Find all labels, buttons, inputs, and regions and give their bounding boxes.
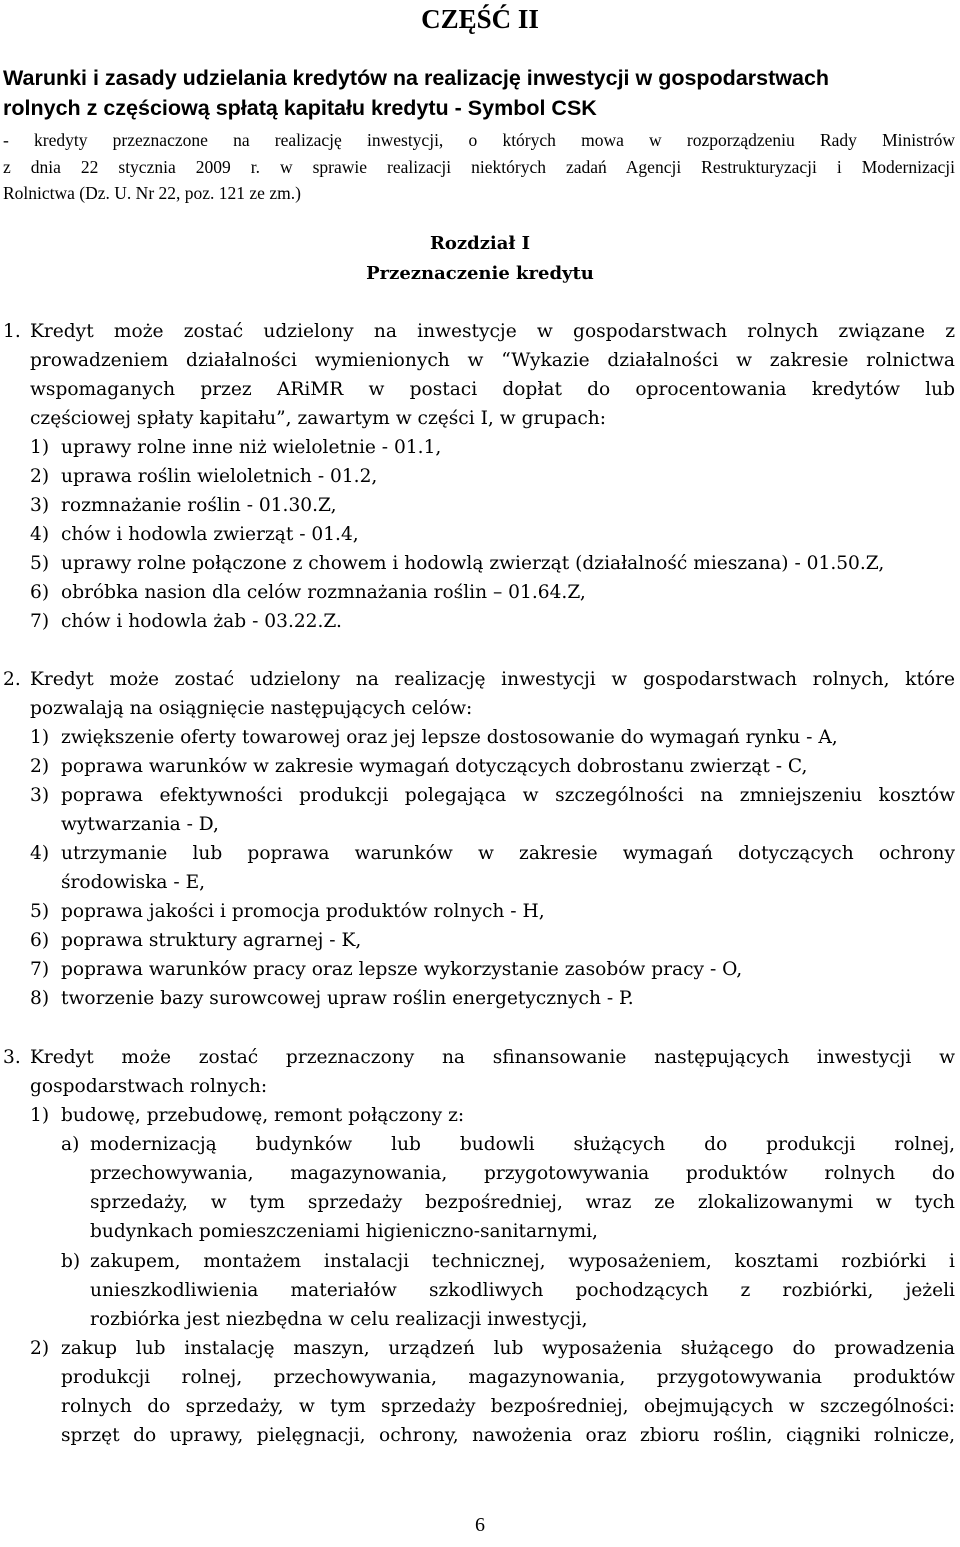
list-number: 8) xyxy=(30,988,50,1009)
list-item: rozmnażanie roślin - 01.30.Z, xyxy=(61,495,337,516)
section-2-line: Kredyt może zostać udzielony na realizację inwestycji w gospodarstwach rolnych, które xyxy=(30,669,955,690)
list-item: zakup lub instalację maszyn, urządzeń lub wyposażenia służącego do prowadzenia xyxy=(61,1338,955,1359)
list-item: poprawa efektywności produkcji polegająca w szczególności na zmniejszeniu kosztów xyxy=(61,785,955,806)
sublist-item: rozbiórka jest niezbędna w celu realizacji inwestycji, xyxy=(90,1309,588,1330)
list-number: 4) xyxy=(30,524,50,545)
list-number: 1) xyxy=(30,437,50,458)
list-item: sprzęt do uprawy, pielęgnacji, ochrony, nawożenia oraz zbioru roślin, ciągniki rolnicze, xyxy=(61,1425,955,1446)
list-item: uprawa roślin wieloletnich - 01.2, xyxy=(61,466,378,487)
section-1-line: częściowej spłaty kapitału”, zawartym w części I, w grupach: xyxy=(30,408,606,429)
list-item-continued: środowiska - E, xyxy=(61,872,206,893)
list-number: 1) xyxy=(30,727,50,748)
list-number: 3) xyxy=(30,785,50,806)
chapter-title: Przeznaczenie kredytu xyxy=(366,263,594,284)
list-item: poprawa struktury agrarnej - K, xyxy=(61,930,362,951)
page-number: 6 xyxy=(475,1514,485,1536)
sublist-item: budynkach pomieszczeniami higieniczno-sanitarnymi, xyxy=(90,1221,598,1242)
list-number: 7) xyxy=(30,611,50,632)
heading-line-2: rolnych z częściową spłatą kapitału kredytu - Symbol CSK xyxy=(3,96,597,120)
list-number: 1) xyxy=(30,1105,50,1126)
list-item: chów i hodowla żab - 03.22.Z. xyxy=(61,611,342,632)
list-item: rolnych do sprzedaży, w tym sprzedaży bezpośredniej, obejmujących w szczególności: xyxy=(61,1396,955,1417)
section-1-number: 1. xyxy=(3,321,21,342)
section-3-number: 3. xyxy=(3,1047,21,1068)
sublist-item: unieszkodliwienia materiałów szkodliwych pochodzących z rozbiórki, jeżeli xyxy=(90,1280,955,1301)
section-1-line: prowadzeniem działalności wymienionych w “Wykazie działalności w zakresie rolnictwa xyxy=(30,350,955,371)
list-item: budowę, przebudowę, remont połączony z: xyxy=(61,1105,465,1126)
list-number: 2) xyxy=(30,1338,50,1359)
note-line-1: - kredyty przeznaczone na realizację inwestycji, o których mowa w rozporządzeniu Rady Ministrów xyxy=(3,130,955,150)
list-item: utrzymanie lub poprawa warunków w zakresie wymagań dotyczących ochrony xyxy=(61,843,955,864)
section-3-line: gospodarstwach rolnych: xyxy=(30,1076,268,1097)
note-line-3: Rolnictwa (Dz. U. Nr 22, poz. 121 ze zm.) xyxy=(3,183,301,203)
list-item: uprawy rolne połączone z chowem i hodowlą zwierząt (działalność mieszana) - 01.50.Z, xyxy=(61,553,885,574)
list-item-continued: wytwarzania - D, xyxy=(61,814,219,835)
list-item: zwiększenie oferty towarowej oraz jej lepsze dostosowanie do wymagań rynku - A, xyxy=(61,727,838,748)
section-2-number: 2. xyxy=(3,669,21,690)
list-item: tworzenie bazy surowcowej upraw roślin energetycznych - P. xyxy=(61,988,634,1009)
section-1-line: Kredyt może zostać udzielony na inwestycje w gospodarstwach rolnych związane z xyxy=(30,321,955,342)
section-2-line: pozwalają na osiągnięcie następujących celów: xyxy=(30,698,473,719)
list-number: 2) xyxy=(30,466,50,487)
heading-line-1: Warunki i zasady udzielania kredytów na realizację inwestycji w gospodarstwach xyxy=(3,66,830,90)
list-number: 6) xyxy=(30,582,50,603)
chapter-label: Rozdział I xyxy=(429,233,531,254)
list-number: 5) xyxy=(30,553,50,574)
list-number: 5) xyxy=(30,901,50,922)
sublist-item: przechowywania, magazynowania, przygotowywania produktów rolnych do xyxy=(90,1163,955,1184)
note-line-2: z dnia 22 stycznia 2009 r. w sprawie realizacji niektórych zadań Agencji Restrukturyzacji i Modernizacji xyxy=(3,157,955,177)
list-number: 3) xyxy=(30,495,50,516)
sublist-item: zakupem, montażem instalacji technicznej, wyposażeniem, kosztami rozbiórki i xyxy=(90,1251,955,1272)
part-title: CZĘŚĆ II xyxy=(421,4,539,34)
list-item: poprawa jakości i promocja produktów rolnych - H, xyxy=(61,901,545,922)
list-number: 7) xyxy=(30,959,50,980)
sublist-item: sprzedaży, w tym sprzedaży bezpośredniej, wraz ze zlokalizowanymi w tych xyxy=(90,1192,955,1213)
section-1-line: wspomaganych przez ARiMR w postaci dopłat do oprocentowania kredytów lub xyxy=(30,379,955,400)
list-number: 2) xyxy=(30,756,50,777)
list-item: chów i hodowla zwierząt - 01.4, xyxy=(61,524,359,545)
list-number: 6) xyxy=(30,930,50,951)
list-number: 4) xyxy=(30,843,50,864)
list-item: uprawy rolne inne niż wieloletnie - 01.1, xyxy=(61,437,442,458)
list-item: poprawa warunków w zakresie wymagań dotyczących dobrostanu zwierząt - C, xyxy=(61,756,808,777)
section-3-line: Kredyt może zostać przeznaczony na sfinansowanie następujących inwestycji w xyxy=(30,1047,955,1068)
sublist-item: modernizacją budynków lub budowli służących do produkcji rolnej, xyxy=(90,1134,955,1155)
sublist-letter: a) xyxy=(61,1134,80,1155)
list-item: poprawa warunków pracy oraz lepsze wykorzystanie zasobów pracy - O, xyxy=(61,959,743,980)
list-item: produkcji rolnej, przechowywania, magazynowania, przygotowywania produktów xyxy=(61,1367,955,1388)
list-item: obróbka nasion dla celów rozmnażania roślin – 01.64.Z, xyxy=(61,582,586,603)
sublist-letter: b) xyxy=(61,1251,81,1272)
